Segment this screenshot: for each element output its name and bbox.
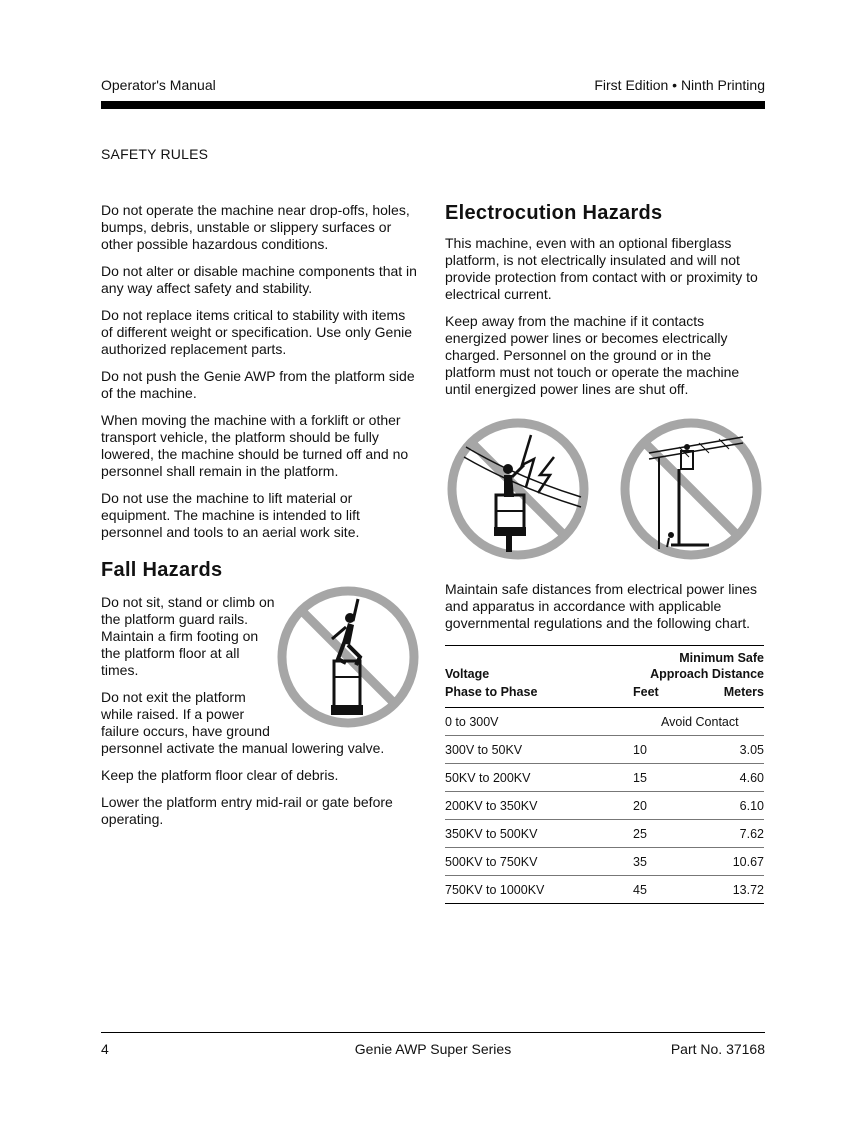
no-boom-near-power-line-icon: [619, 417, 763, 561]
table-row: [445, 848, 764, 876]
meters-cell: 13.72: [703, 876, 764, 904]
meters-cell: 10.67: [703, 848, 764, 876]
no-climbing-icon: [276, 585, 420, 729]
part-number: Part No. 37168: [670, 1041, 765, 1057]
head-feet: Feet: [615, 681, 703, 708]
voltage-cell: 50KV to 200KV: [445, 764, 615, 792]
table-row: [445, 708, 764, 736]
head-meters: Meters: [703, 681, 764, 708]
head-approach: Approach Distance: [650, 667, 764, 681]
electrocution-text: [445, 235, 763, 408]
table-row: [445, 792, 764, 820]
fall-paragraph: Keep the platform floor clear of debris.: [101, 767, 339, 783]
header-left: Operator's Manual: [101, 77, 216, 93]
head-voltage: Voltage: [445, 667, 490, 681]
table-row: [445, 764, 764, 792]
head-phase: Phase to Phase: [445, 681, 615, 708]
safety-paragraph: Do not use the machine to lift material or equipment. The machine is intended to lift personnel and tools to an aerial work site.: [101, 490, 360, 540]
electrocution-heading: Electrocution Hazards: [445, 202, 663, 224]
footer-title: Genie AWP Super Series: [354, 1041, 512, 1057]
feet-cell: 15: [615, 764, 703, 792]
meters-cell: 7.62: [703, 820, 764, 848]
fall-paragraph: personnel activate the manual lowering valve.: [101, 740, 385, 756]
feet-cell: 10: [615, 736, 703, 764]
header-right: First Edition • Ninth Printing: [594, 77, 765, 93]
safety-paragraph: Do not push the Genie AWP from the platform side of the machine.: [101, 368, 415, 401]
footer-rule: [101, 1032, 765, 1033]
page-number: 4: [101, 1041, 109, 1057]
feet-cell: 35: [615, 848, 703, 876]
table-row: [445, 876, 764, 904]
meters-cell: 4.60: [703, 764, 764, 792]
fall-paragraph: Lower the platform entry mid-rail or gate before operating.: [101, 794, 393, 827]
no-contact-power-line-icon: [446, 417, 590, 561]
head-min-safe: Minimum Safe: [679, 651, 764, 665]
table-row: [445, 736, 764, 764]
voltage-cell: 300V to 50KV: [445, 736, 615, 764]
maintain-distance-text: Maintain safe distances from electrical power lines and apparatus in accordance with applicable governmental regulations and the following chart.: [445, 581, 758, 631]
voltage-cell: 750KV to 1000KV: [445, 876, 615, 904]
voltage-cell: 350KV to 500KV: [445, 820, 615, 848]
left-column: [101, 202, 419, 551]
feet-cell: 25: [615, 820, 703, 848]
meters-cell: 3.05: [703, 736, 764, 764]
feet-cell: 45: [615, 876, 703, 904]
electrocution-paragraph: Keep away from the machine if it contacts energized power lines or becomes electrically charged. Personnel on the ground or in the platform must not touch or operate the machine until energized power lines are shut off.: [445, 313, 740, 397]
voltage-cell: 0 to 300V: [445, 708, 615, 736]
table-row: [445, 820, 764, 848]
approach-distance-table: [445, 645, 764, 904]
safety-paragraph: When moving the machine with a forklift or other transport vehicle, the platform should be fully lowered, the machine should be turned off and no personnel shall remain in the platform.: [101, 412, 409, 479]
header-rule: [101, 101, 765, 109]
fall-paragraph: Do not sit, stand or climb on the platform guard rails. Maintain a firm footing on the platform floor at all times.: [101, 594, 275, 678]
safety-paragraph: Do not operate the machine near drop-offs, holes, bumps, debris, unstable or slippery surfaces or other possible hazardous conditions.: [101, 202, 410, 252]
safety-paragraph: Do not replace items critical to stability with items of different weight or specification. Use only Genie authorized replacement parts.: [101, 307, 413, 357]
meters-cell: 6.10: [703, 792, 764, 820]
section-label: SAFETY RULES: [101, 146, 209, 162]
safety-paragraph: Do not alter or disable machine components that in any way affect safety and stability.: [101, 263, 417, 296]
electrocution-paragraph: This machine, even with an optional fiberglass platform, is not electrically insulated and will not provide protection from contact with or proximity to electrical current.: [445, 235, 758, 302]
voltage-cell: 200KV to 350KV: [445, 792, 615, 820]
fall-paragraph: Do not exit the platform while raised. If a power failure occurs, have ground: [101, 689, 270, 739]
avoid-contact-cell: Avoid Contact: [615, 708, 764, 736]
fall-hazards-heading: Fall Hazards: [101, 559, 223, 581]
feet-cell: 20: [615, 792, 703, 820]
voltage-cell: 500KV to 750KV: [445, 848, 615, 876]
